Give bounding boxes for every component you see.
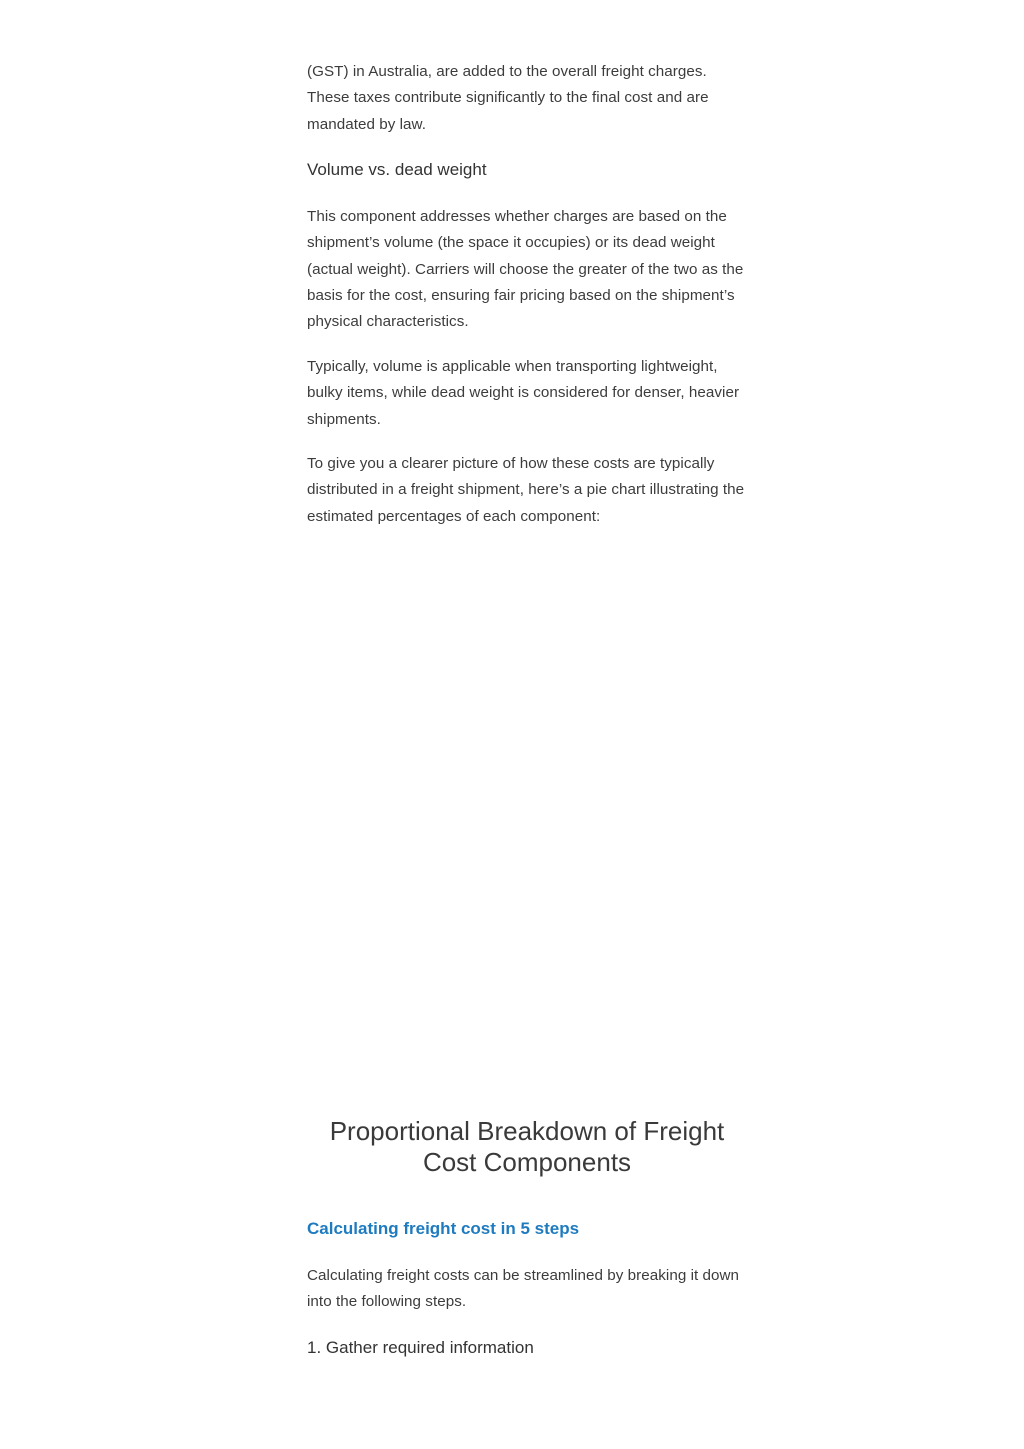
step-1-heading: 1. Gather required information [307, 1338, 534, 1357]
volume-paragraph-2: Typically, volume is applicable when transporting lightweight, bulky items, while dead weight is considered for denser, heavier shipments. [307, 358, 740, 428]
steps-section-heading: Calculating freight cost in 5 steps [307, 1219, 580, 1238]
pie-chart-placeholder [307, 580, 752, 1100]
volume-vs-dead-weight-heading: Volume vs. dead weight [307, 160, 487, 179]
pie-chart-intro-paragraph: To give you a clearer picture of how these costs are typically distributed in a freight shipment, here’s a pie chart illustrating the estimated percentages of each component: [307, 455, 745, 525]
chart-title: Proportional Breakdown of Freight Cost Components [329, 1116, 725, 1177]
tax-paragraph: (GST) in Australia, are added to the overall freight charges. These taxes contribute significantly to the final cost and are mandated by law. [307, 63, 709, 133]
steps-intro-paragraph: Calculating freight costs can be streamlined by breaking it down into the following steps. [307, 1267, 740, 1311]
volume-paragraph-1: This component addresses whether charges are based on the shipment’s volume (the space it occupies) or its dead weight (actual weight). Carriers will choose the greater of the two as the basis for the cost, ensuring fair pricing based on the shipment’s physical characteristics. [307, 208, 744, 331]
